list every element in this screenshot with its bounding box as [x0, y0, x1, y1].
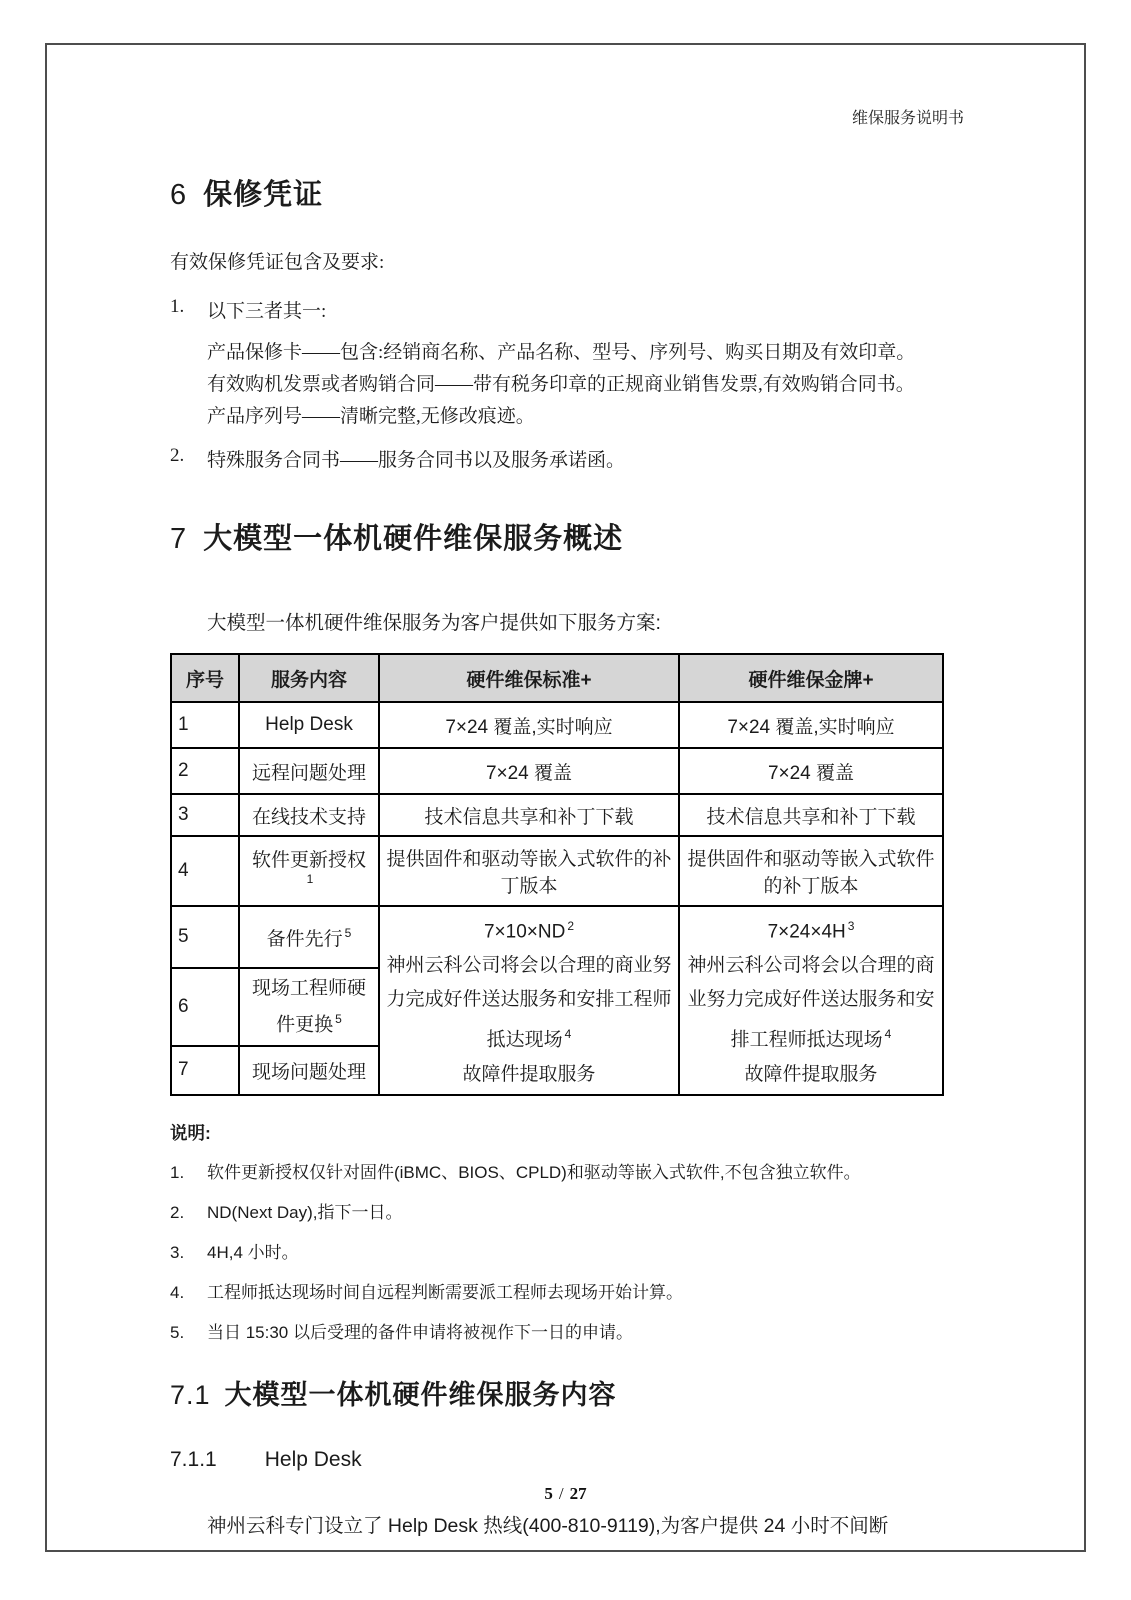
page-separator: / [558, 1484, 564, 1503]
section-7-1-1-title: Help Desk [264, 1447, 362, 1471]
standard-value: 7×24 覆盖,实时响应 [379, 702, 679, 748]
section-6-heading [170, 172, 964, 213]
section-7-1-1-heading [170, 1448, 964, 1472]
warranty-detail-line: 产品保修卡——包含:经销商名称、产品名称、型号、序列号、购买日期及有效印章。 [207, 342, 916, 363]
note-number: 2. [170, 1202, 185, 1222]
page-content [47, 45, 1084, 1550]
col-header-gold: 硬件维保金牌+ [679, 654, 943, 702]
section-6-number: 6 [170, 179, 188, 211]
running-header: 维保服务说明书 [851, 110, 964, 127]
table-row [171, 702, 943, 748]
service-name: 在线技术支持 [239, 794, 379, 836]
list-item [170, 445, 964, 472]
note-item [170, 1161, 964, 1185]
section-7-intro: 大模型一体机硬件维保服务为客户提供如下服务方案: [207, 612, 661, 634]
gold-sla: 7×24×4H $^3$ [767, 919, 855, 943]
note-item [170, 1281, 964, 1305]
note-text: 4H,4 小时。 [207, 1242, 299, 1262]
list-item-number: 2. [170, 445, 185, 466]
page-number: 5 [544, 1484, 553, 1503]
list-item-text: 特殊服务合同书——服务合同书以及服务承诺函。 [207, 450, 626, 471]
standard-value: 提供固件和驱动等嵌入式软件的补丁版本 [379, 836, 679, 906]
note-item [170, 1241, 964, 1265]
table-row [171, 906, 943, 968]
standard-description: 神州云科公司将会以合理的商业努力完成好件送达服务和安排工程师抵达现场 $^4$ [386, 955, 672, 1051]
gold-merged-cell [679, 906, 943, 1095]
gold-extra: 故障件提取服务 [744, 1063, 878, 1085]
row-index: 2 [171, 748, 239, 794]
standard-value: 技术信息共享和补丁下载 [379, 794, 679, 836]
service-name: 备件先行 $^5$ [239, 906, 379, 968]
row-index: 4 [171, 836, 239, 906]
note-text: ND(Next Day),指下一日。 [207, 1202, 403, 1222]
note-number: 5. [170, 1322, 185, 1342]
section-7-heading [170, 516, 964, 557]
table-row [171, 836, 943, 906]
note-number: 4. [170, 1282, 185, 1302]
row-index: 6 [171, 968, 239, 1046]
notes-label: 说明: [170, 1122, 211, 1143]
list-item-number: 1. [170, 296, 185, 317]
service-name: 远程问题处理 [239, 748, 379, 794]
section-7-1-1-number: 7.1.1 [170, 1447, 217, 1471]
warranty-detail-line: 有效购机发票或者购销合同——带有税务印章的正规商业销售发票,有效购销合同书。 [207, 374, 915, 395]
section-7-1-heading [170, 1373, 964, 1412]
section-6-title: 保修凭证 [203, 179, 324, 211]
note-text: 当日 15:30 以后受理的备件申请将被视作下一日的申请。 [207, 1322, 633, 1342]
service-name: 现场问题处理 [239, 1046, 379, 1094]
section-7-title: 大模型一体机硬件维保服务概述 [203, 523, 624, 555]
table-row [171, 794, 943, 836]
col-header-index: 序号 [171, 654, 239, 702]
row-index: 1 [171, 702, 239, 748]
row-index: 3 [171, 794, 239, 836]
row-index: 7 [171, 1046, 239, 1094]
standard-value: 7×24 覆盖 [379, 748, 679, 794]
gold-description: 神州云科公司将会以合理的商业努力完成好件送达服务和安排工程师抵达现场 $^4$ [687, 955, 935, 1051]
standard-merged-cell [379, 906, 679, 1095]
service-name-footnote: 1 [306, 872, 314, 887]
standard-sla: 7×10×ND $^2$ [483, 919, 575, 943]
note-number: 3. [170, 1242, 185, 1262]
table-header-row [171, 654, 943, 702]
note-item [170, 1201, 964, 1225]
gold-value: 7×24 覆盖 [679, 748, 943, 794]
page-total: 27 [569, 1484, 587, 1503]
helpdesk-paragraph: 神州云科专门设立了 Help Desk 热线(400-810-9119),为客户提供 24 小时不间断 [207, 1514, 889, 1537]
page-border [45, 43, 1086, 1552]
table-row [171, 748, 943, 794]
col-header-standard: 硬件维保标准+ [379, 654, 679, 702]
note-text: 工程师抵达现场时间自远程判断需要派工程师去现场开始计算。 [207, 1282, 683, 1302]
note-text: 软件更新授权仅针对固件(iBMC、BIOS、CPLD)和驱动等嵌入式软件,不包含独立软件。 [207, 1162, 861, 1182]
gold-value: 技术信息共享和补丁下载 [679, 794, 943, 836]
warranty-detail-paragraph [170, 337, 964, 433]
col-header-service: 服务内容 [239, 654, 379, 702]
service-name: Help Desk [239, 702, 379, 748]
note-item [170, 1321, 964, 1345]
section-7-1-number: 7.1 [170, 1379, 211, 1410]
gold-value: 提供固件和驱动等嵌入式软件的补丁版本 [679, 836, 943, 906]
standard-extra: 故障件提取服务 [462, 1063, 596, 1085]
list-item [170, 296, 964, 323]
section-6-intro: 有效保修凭证包含及要求: [170, 252, 385, 273]
row-index: 5 [171, 906, 239, 968]
warranty-detail-line: 产品序列号——清晰完整,无修改痕迹。 [207, 406, 535, 427]
service-name [239, 836, 379, 906]
note-number: 1. [170, 1162, 185, 1182]
section-7-1-title: 大模型一体机硬件维保服务内容 [224, 1379, 617, 1410]
page-footer [47, 1484, 1084, 1504]
service-name: 现场工程师硬件更换 $^5$ [239, 968, 379, 1046]
service-plan-table [170, 653, 944, 1096]
list-item-text: 以下三者其一: [207, 301, 327, 322]
service-name-text: 软件更新授权 [251, 850, 366, 872]
section-7-number: 7 [170, 523, 188, 555]
gold-value: 7×24 覆盖,实时响应 [679, 702, 943, 748]
